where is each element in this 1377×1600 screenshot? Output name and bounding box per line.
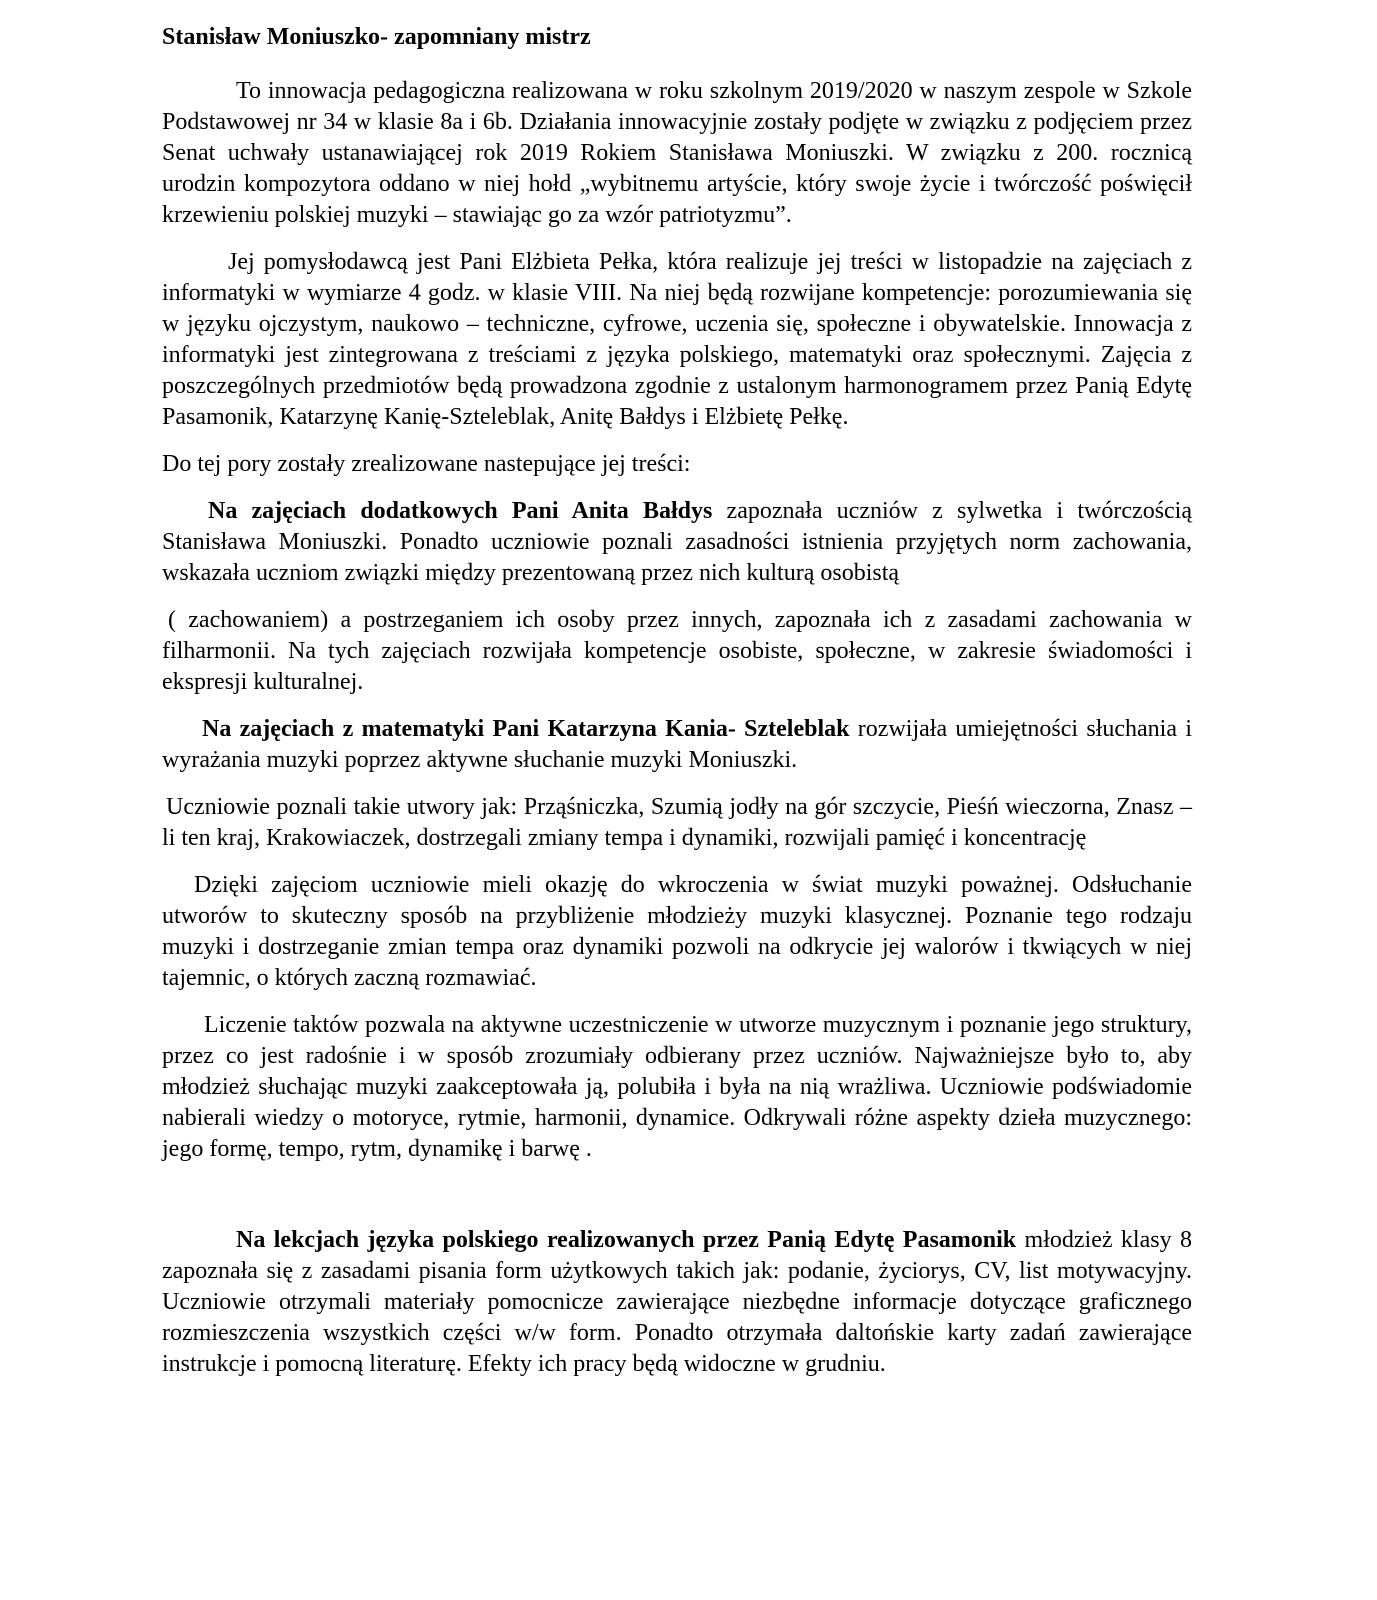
paragraph-polish-lessons (162, 1225, 1192, 1380)
paragraph-pieces: Uczniowie poznali takie utwory jak: Prząśniczka, Szumią jodły na gór szczycie, Pieśń wieczorna, Znasz – li ten kraj, Krakowiaczek, dostrzegali zmiany tempa i dynamiki, rozwijali pamięć i koncentrację (162, 794, 1192, 851)
paragraph-author: Jej pomysłodawcą jest Pani Elżbieta Pełka, która realizuje jej treści w listopadzie na zajęciach z informatyki w wymiarze 4 godz. w klasie VIII. Na niej będą rozwijane kompetencje: porozumiewania się w języku ojczystym, naukowo – techniczne, cyfrowe, uczenia się, społeczne i obywatelskie. Innowacja z informatyki jest zintegrowana z treściami z języka polskiego, matematyki oraz społecznymi. Zajęcia z poszczególnych przedmiotów będą prowadzona zgodnie z ustalonym harmonogramem przez Panią Edytę Pasamonik, Katarzynę Kanię-Szteleblak, Anitę Bałdys i Elżbietę Pełkę. (162, 249, 1192, 430)
document-page (162, 22, 1192, 1380)
paragraph-progress-intro: Do tej pory zostały zrealizowane nastepujące jej treści: (162, 451, 691, 477)
paragraph-math-classes-text: rozwijała umiejętności słuchania i wyrażania muzyki poprzez aktywne słuchanie muzyki Moniuszki. (162, 716, 1192, 773)
paragraph-extra-classes (162, 496, 1192, 589)
paragraph-extra-classes-text: zapoznała uczniów z sylwetka i twórczością Stanisława Moniuszki. Ponadto uczniowie poznali zasadności istnienia przyjętych norm zachowania, wskazała uczniom związki między prezentowaną przez nich kulturą osobistą (162, 498, 1193, 586)
paragraph-math-classes-lead: Na zajęciach z matematyki Pani Katarzyna Kania- Szteleblak (202, 716, 850, 742)
paragraph-innovation-intro: To innowacja pedagogiczna realizowana w roku szkolnym 2019/2020 w naszym zespole w Szkole Podstawowej nr 34 w klasie 8a i 6b. Działania innowacyjnie zostały podjęte w związku z podjęciem przez Senat uchwały ustanawiającej rok 2019 Rokiem Stanisława Moniuszki. W związku z 200. rocznicą urodzin kompozytora oddano w niej hołd „wybitnemu artyście, który swoje życie i twórczość poświęcił krzewieniu polskiej muzyki – stawiając go za wzór patriotyzmu”. (162, 78, 1192, 228)
document-title: Stanisław Moniuszko- zapomniany mistrz (162, 24, 591, 50)
paragraph-math-classes (162, 714, 1192, 776)
paragraph-counting-bars: Liczenie taktów pozwala na aktywne uczestniczenie w utworze muzycznym i poznanie jego struktury, przez co jest radośnie i w sposób zrozumiały odbierany przez uczniów. Najważniejsze było to, aby młodzież słuchając muzyki zaakceptowała ją, polubiła i była na nią wrażliwa. Uczniowie podświadomie nabierali wiedzy o motoryce, rytmie, harmonii, dynamice. Odkrywali różne aspekty dzieła muzycznego: jego formę, tempo, rytm, dynamikę i barwę . (162, 1012, 1192, 1162)
paragraph-behaviour: ( zachowaniem) a postrzeganiem ich osoby przez innych, zapoznała ich z zasadami zachowania w filharmonii. Na tych zajęciach rozwijała kompetencje osobiste, społeczne, w zakresie świadomości i ekspresji kulturalnej. (162, 607, 1192, 695)
paragraph-polish-lessons-lead: Na lekcjach języka polskiego realizowanych przez Panią Edytę Pasamonik (236, 1227, 1017, 1253)
paragraph-classical-music: Dzięki zajęciom uczniowie mieli okazję do wkroczenia w świat muzyki poważnej. Odsłuchanie utworów to skuteczny sposób na przybliżenie młodzieży muzyki klasycznej. Poznanie tego rodzaju muzyki i dostrzeganie zmian tempa oraz dynamiki pozwoli na odkrycie jej walorów i tkwiących w niej tajemnic, o których zaczną rozmawiać. (162, 872, 1192, 991)
paragraph-polish-lessons-text: młodzież klasy 8 zapoznała się z zasadami pisania form użytkowych takich jak: podanie, życiorys, CV, list motywacyjny. Uczniowie otrzymali materiały pomocnicze zawierające niezbędne informacje dotyczące graficznego rozmieszczenia wszystkich części w/w form. Ponadto otrzymała daltońskie karty zadań zawierające instrukcje i pomocną literaturę. Efekty ich pracy będą widoczne w grudniu. (162, 1227, 1192, 1377)
paragraph-extra-classes-lead: Na zajęciach dodatkowych Pani Anita Bałdys (208, 498, 713, 524)
